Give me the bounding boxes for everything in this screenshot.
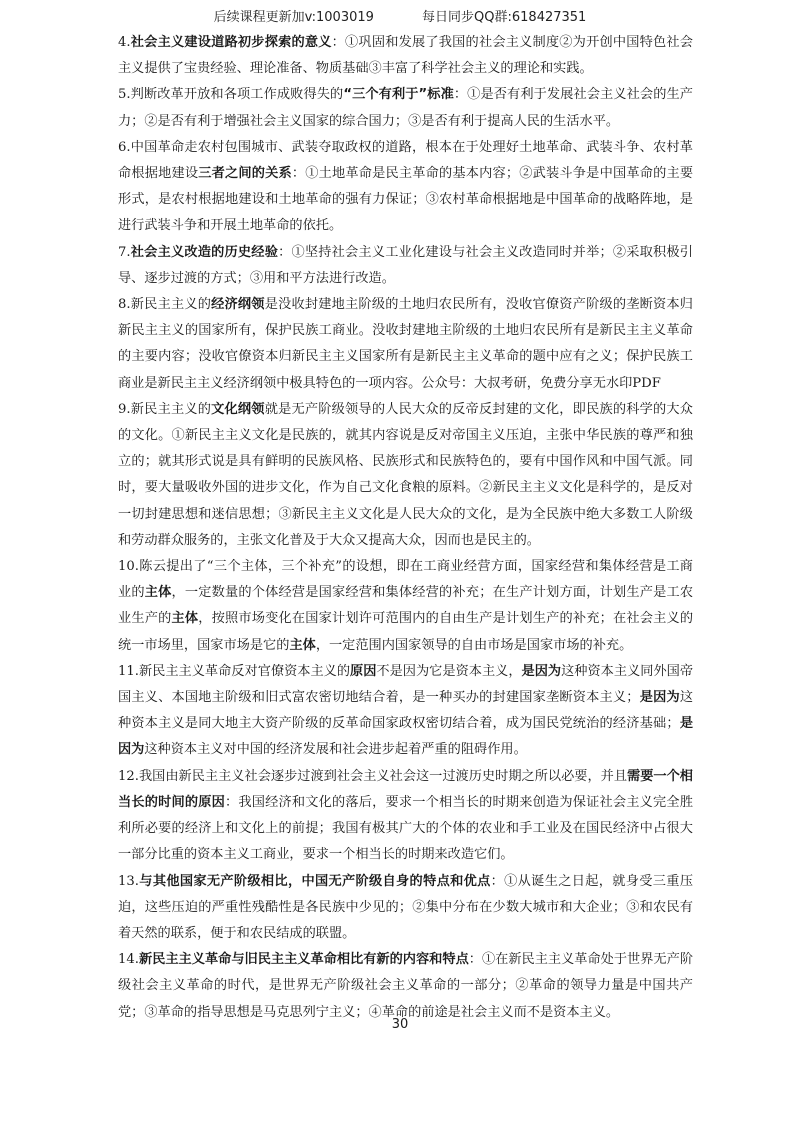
- paragraph-text: 10.陈云提出了“三个主体，三个补充”的设想，即在工商业经营方面，国家经营和集体经营是工商业的: [118, 559, 693, 601]
- paragraph-text: ：①土地革命是民主革命的基本内容；②武装斗争是中国革命的主要形式，是农村根据地建设和土地革命的强有力保证；③农村革命根据地是中国革命的战略阵地，是进行武装斗争和开展土地革命的依托。: [118, 166, 694, 234]
- key-term: 与其他国家无产阶级相比，中国无产阶级自身的特点和优点: [138, 873, 491, 889]
- paragraph-item: [118, 135, 693, 240]
- header-course-contact: 后续课程更新加v:1003019: [213, 10, 374, 25]
- paragraph-text: 13.: [118, 873, 139, 889]
- paragraph-text: 这种资本主义是同大地主大资产阶级的反革命国家政权密切结合着，成为国民党统治的经济基础；: [118, 690, 694, 732]
- key-term: 文化纲领: [211, 401, 265, 417]
- paragraph-item: [118, 764, 693, 869]
- key-term: 社会主义建设道路初步探索的意义: [130, 35, 332, 50]
- key-term: 主体: [289, 637, 316, 653]
- paragraph-text: ，按照市场变化在国家计划许可范围内的自由生产是计划生产的补充；在社会主义的统一市场里，国家市场是它的: [118, 611, 694, 653]
- paragraph-item: [118, 292, 693, 397]
- key-term: “三个有利于”标准: [343, 87, 454, 103]
- key-term: 主体: [144, 585, 172, 601]
- key-term: 社会主义改造的历史经验: [130, 244, 279, 260]
- paragraph-text: ：①在新民主主义革命处于世界无产阶级社会主义革命的时代，是世界无产阶级社会主义革命的一部分；②革命的领导力量是中国共产党；③革命的指导思想是马克思列宁主义；④革命的前途是社会主义而不是资本主义。: [118, 952, 694, 1020]
- document-body: [118, 30, 693, 1026]
- paragraph-text: ：我国经济和文化的落后，要求一个相当长的时期来创造为保证社会主义完全胜利所必要的经济上和文化上的前提；我国有极其广大的个体的农业和手工业及在国民经济中占很大一部分比重的资本主义工商业，要求一个相当长的时期来改造它们。: [118, 794, 694, 863]
- key-term: 新民主主义革命与旧民主主义革命相比有新的内容和特点: [138, 952, 469, 968]
- paragraph-text: 4.: [118, 35, 131, 50]
- paragraph-text: 不是因为它是资本主义，: [376, 663, 522, 679]
- paragraph-item: [118, 554, 693, 659]
- key-term: 需要一个相当长的时间的原因: [118, 768, 693, 810]
- paragraph-text: 5.判断改革开放和各项工作成败得失的: [118, 87, 344, 103]
- paragraph-text: 6.中国革命走农村包围城市、武装夺取政权的道路，根本在于处理好土地革命、武装斗争、农村革命根据地建设: [118, 139, 693, 182]
- paragraph-item: [118, 869, 693, 948]
- paragraph-text: ：①坚持社会主义工业化建设与社会主义改造同时并举；②采取积极引导、逐步过渡的方式；③用和平方法进行改造。: [118, 244, 693, 286]
- paragraph-item: [118, 397, 693, 554]
- paragraph-text: 14.: [118, 952, 139, 968]
- key-term: 经济纲领: [211, 297, 265, 313]
- key-term: 三者之间的关系: [198, 166, 292, 182]
- paragraph-text: 11.新民主主义革命反对官僚资本主义的: [118, 663, 351, 679]
- paragraph-text: 这种资本主义对中国的经济发展和社会进步起着严重的阻碍作用。: [144, 742, 527, 758]
- paragraph-text: 9.新民主主义的: [118, 401, 212, 417]
- paragraph-text: 7.: [118, 244, 131, 260]
- paragraph-text: 8.新民主主义的: [118, 297, 212, 313]
- key-term: 是因为: [639, 690, 680, 706]
- key-term: 是因为: [118, 716, 694, 758]
- header-qq-group: 每日同步QQ群:618427351: [422, 10, 587, 25]
- paragraph-item: [118, 82, 693, 134]
- paragraph-text: ，一定数量的个体经营是国家经营和集体经营的补充；在生产计划方面，计划生产是工农业生产的: [118, 585, 694, 627]
- paragraph-text: 这种资本主义同外国帝国主义、本国地主阶级和旧式富农密切地结合着，是一种买办的封建国家垄断资本主义；: [118, 663, 694, 706]
- key-term: 主体: [171, 611, 199, 627]
- key-term: 是因为: [521, 663, 562, 679]
- paragraph-item: [118, 30, 693, 82]
- paragraph-text: ：①巩固和发展了我国的社会主义制度②为开创中国特色社会主义提供了宝贵经验、理论准备、物质基础③丰富了科学社会主义的理论和实践。: [118, 35, 693, 77]
- paragraph-item: [118, 240, 693, 292]
- paragraph-text: 是没收封建地主阶级的土地归农民所有，没收官僚资产阶级的垄断资本归新民主主义的国家所有，保护民族工商业。没收封建地主阶级的土地归农民所有是新民主主义革命的主要内容；没收官僚资本归新民主主义国家所有是新民主主义革命的题中应有之义；保护民族工商业是新民主主义经济纲领中极具特色的一项内容。公众号：大叔考研，免费分享无水印PDF: [118, 297, 693, 391]
- paragraph-text: ：①是否有利于发展社会主义社会的生产力；②是否有利于增强社会主义国家的综合国力；③是否有利于提高人民的生活水平。: [118, 87, 693, 129]
- key-term: 原因: [350, 663, 377, 679]
- paragraph-text: ：①从诞生之日起，就身受三重压迫，这些压迫的严重性残酷性是各民族中少见的；②集中分布在少数大城市和大企业；③和农民有着天然的联系，便于和农民结成的联盟。: [118, 873, 694, 941]
- paragraph-text: 就是无产阶级领导的人民大众的反帝反封建的文化，即民族的科学的大众的文化。①新民主主义文化是民族的，就其内容说是反对帝国主义压迫，主张中华民族的尊严和独立的；就其形式说是具有鲜明的民族风格、民族形式和民族特色的，要有中国作风和中国气派。同时，要大量吸收外国的进步文化，作为自己文化食粮的原料。②新民主主义文化是科学的，是反对一切封建思想和迷信思想；③新民主主义文化是人民大众的文化，是为全民族中绝大多数工人阶级和劳动群众服务的，主张文化普及于大众又提高大众，因而也是民主的。: [118, 401, 693, 548]
- page-number: 30: [391, 1017, 409, 1032]
- paragraph-text: ，一定范围内国家领导的自由市场是国家市场的补充。: [315, 637, 633, 653]
- paragraph-text: 12.我国由新民主主义社会逐步过渡到社会主义社会这一过渡历史时期之所以必要，并且: [118, 768, 628, 784]
- paragraph-item: [118, 659, 693, 764]
- paragraph-item: [118, 947, 693, 1026]
- page-header: [0, 6, 800, 25]
